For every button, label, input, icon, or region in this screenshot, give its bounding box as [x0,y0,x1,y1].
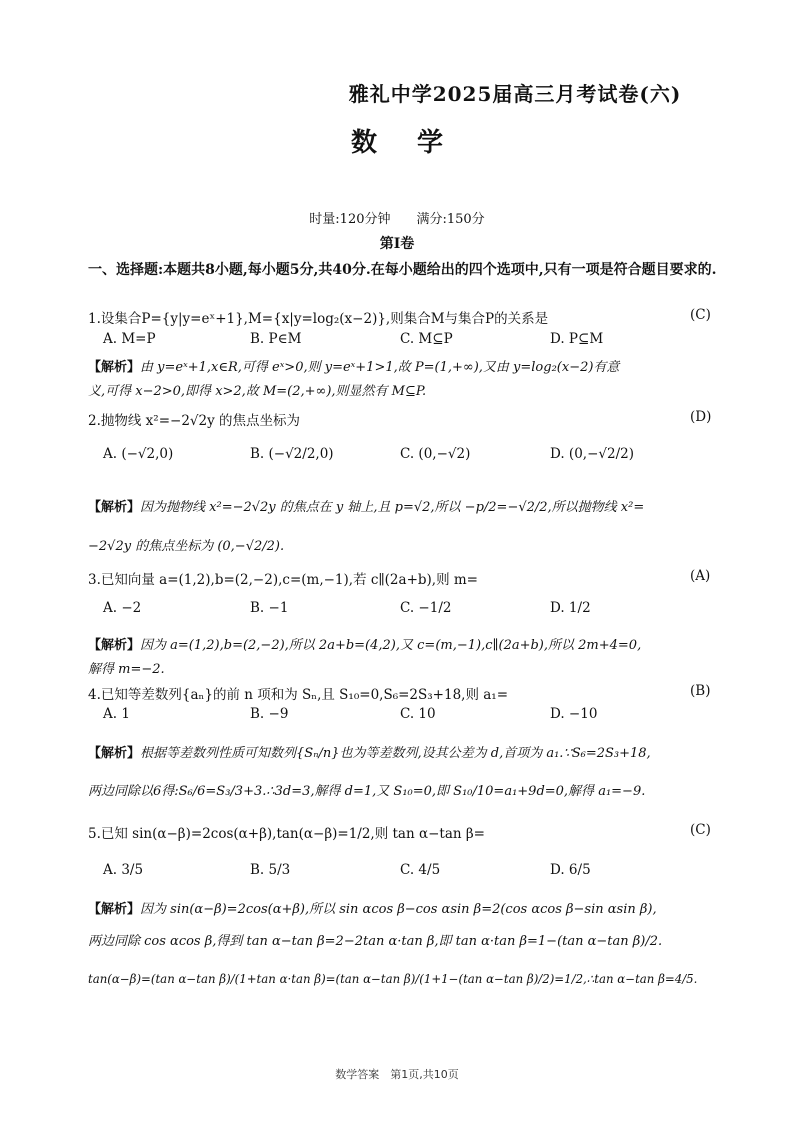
question-4-option-a: A. 1 [103,706,130,722]
solution-label: 【解析】 [88,902,141,917]
question-2-option-c: C. (0,−√2) [400,446,471,462]
question-4-option-d: D. −10 [550,706,598,722]
question-5-option-d: D. 6/5 [550,862,591,878]
question-3-option-c: C. −1/2 [400,600,452,616]
question-5-solution-line: 两边同除 cos αcos β,得到 tan α−tan β=2−2tan α·tan β,即 tan α·tan β=1−(tan α−tan β)/2. [88,934,663,949]
question-5-option-b: B. 5/3 [250,862,291,878]
solution-label: 【解析】 [88,500,141,515]
question-1-solution-line: 由 y=eˣ+1,x∈R,可得 eˣ>0,则 y=eˣ+1>1,故 P=(1,+∞),又由 y=log₂(x−2)有意 [140,360,620,375]
subject-title: 数学 [350,128,483,158]
exam-title: 雅礼中学2025届高三月考试卷(六) [348,82,682,106]
question-2-answer: (D) [690,409,712,425]
question-3-solution-line: 解得 m=−2. [88,662,165,677]
solution-label: 【解析】 [88,746,141,761]
question-4-option-b: B. −9 [250,706,289,722]
question-1-option-d: D. P⊆M [550,331,604,347]
question-5-solution-line: 因为 sin(α−β)=2cos(α+β),所以 sin αcos β−cos αsin β=2(cos αcos β−sin αsin β), [140,902,657,917]
question-4-stem: 4.已知等差数列{aₙ}的前 n 项和为 Sₙ,且 S₁₀=0,S₆=2S₃+18,则 a₁= [88,687,509,703]
question-2-solution-line: −2√2y 的焦点坐标为 (0,−√2/2). [88,539,285,554]
question-3-option-a: A. −2 [103,600,142,616]
question-4-solution-line: 两边同除以6得:S₆/6=S₃/3+3.∴3d=3,解得 d=1,又 S₁₀=0,即 S₁₀/10=a₁+9d=0,解得 a₁=−9. [88,784,646,799]
solution-label: 【解析】 [88,638,141,653]
question-5-answer: (C) [690,822,711,838]
question-4-answer: (B) [690,683,711,699]
question-1-option-a: A. M=P [103,331,156,347]
question-5-option-c: C. 4/5 [400,862,441,878]
question-3-solution-line: 因为 a=(1,2),b=(2,−2),所以 2a+b=(4,2),又 c=(m,−1),c∥(2a+b),所以 2m+4=0, [140,638,642,653]
exam-meta: 时量:120分钟 满分:150分 [309,212,485,227]
question-4-option-c: C. 10 [400,706,436,722]
question-1-option-c: C. M⊆P [400,331,453,347]
question-1-solution-line: 义,可得 x−2>0,即得 x>2,故 M=(2,+∞),则显然有 M⊆P. [88,384,427,399]
question-3-option-d: D. 1/2 [550,600,591,616]
question-4-solution-line: 根据等差数列性质可知数列{Sₙ/n}也为等差数列,设其公差为 d,首项为 a₁.∵S₆=2S₃+18, [140,746,651,761]
question-2-stem: 2.抛物线 x²=−2√2y 的焦点坐标为 [88,413,301,429]
question-2-option-a: A. (−√2,0) [103,446,174,462]
question-2-solution-line: 因为抛物线 x²=−2√2y 的焦点在 y 轴上,且 p=√2,所以 −p/2=−√2/2,所以抛物线 x²= [140,500,645,515]
page-footer: 数学答案 第1页,共10页 [335,1068,459,1081]
question-3-answer: (A) [690,568,711,584]
question-1-option-b: B. P∈M [250,331,302,347]
solution-label: 【解析】 [88,360,141,375]
question-5-solution-line: tan(α−β)=(tan α−tan β)/(1+tan α·tan β)=(tan α−tan β)/(1+1−(tan α−tan β)/2)=1/2,∴tan α−tan β=4/5. [88,972,698,986]
question-5-stem: 5.已知 sin(α−β)=2cos(α+β),tan(α−β)=1/2,则 tan α−tan β= [88,826,485,842]
question-3-option-b: B. −1 [250,600,289,616]
question-3-stem: 3.已知向量 a=(1,2),b=(2,−2),c=(m,−1),若 c∥(2a+b),则 m= [88,572,478,588]
question-1-stem: 1.设集合P={y|y=eˣ+1},M={x|y=log₂(x−2)},则集合M与集合P的关系是 [88,311,549,327]
question-2-option-d: D. (0,−√2/2) [550,446,634,462]
volume-label: 第Ⅰ卷 [379,236,415,252]
question-1-answer: (C) [690,307,711,323]
question-5-option-a: A. 3/5 [103,862,144,878]
section-heading: 一、选择题:本题共8小题,每小题5分,共40分.在每小题给出的四个选项中,只有一项是符合题目要求的. [88,262,717,278]
question-2-option-b: B. (−√2/2,0) [250,446,334,462]
